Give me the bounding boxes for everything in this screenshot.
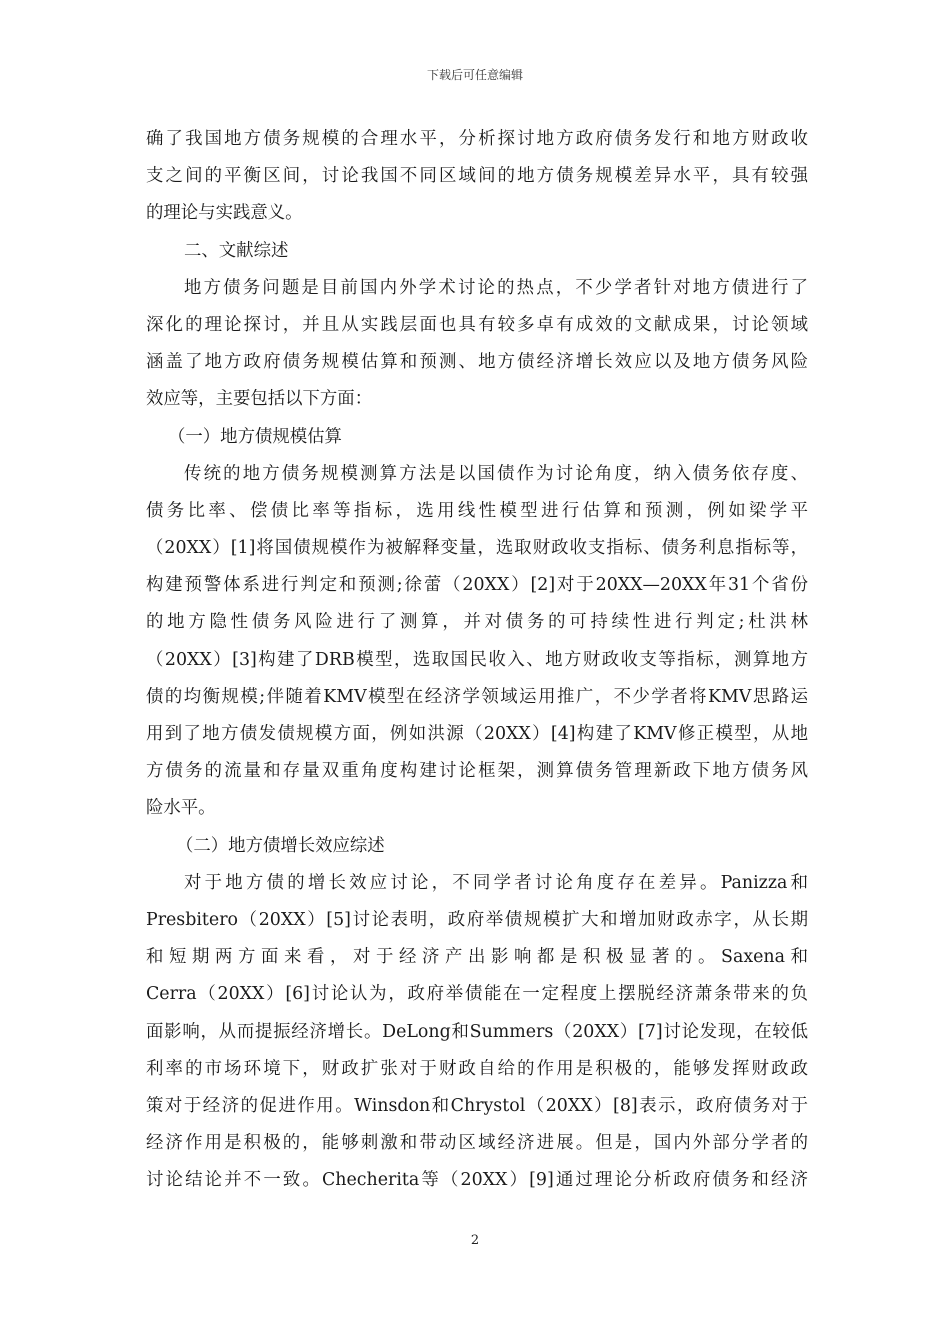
text-line: 涵盖了地方政府债务规模估算和预测、地方债经济增长效应以及地方债务风险 bbox=[146, 352, 808, 373]
text-line: 策对于经济的促进作用。Winsdon和Chrystol（20XX）[8]表示，政府债务对于 bbox=[146, 1095, 808, 1116]
text-line: 用到了地方债发债规模方面，例如洪源（20XX）[4]构建了KMV修正模型，从地 bbox=[146, 724, 808, 744]
page-number: 2 bbox=[470, 1233, 480, 1248]
text-line: 方债务的流量和存量双重角度构建讨论框架，测算债务管理新政下地方债务风 bbox=[146, 761, 808, 782]
text-line: Presbitero（20XX）[5]讨论表明，政府举债规模扩大和增加财政赤字，从长期 bbox=[146, 909, 808, 930]
text-line: 构建预警体系进行判定和预测;徐蕾（20XX）[2]对于20XX—20XX年31个省份 bbox=[146, 575, 808, 596]
text-line: 和短期两方面来看，对于经济产出影响都是积极显著的。Saxena和 bbox=[146, 947, 808, 968]
text-line: 讨论结论并不一致。Checherita等（20XX）[9]通过理论分析政府债务和经济 bbox=[146, 1170, 808, 1191]
text-line: 对于地方债的增长效应讨论，不同学者讨论角度存在差异。Panizza和 bbox=[184, 872, 808, 893]
text-line: （一）地方债规模估算 bbox=[168, 426, 342, 447]
text-line: 经济作用是积极的，能够刺激和带动区域经济进展。但是，国内外部分学者的 bbox=[146, 1133, 808, 1154]
text-line: 债的均衡规模;伴随着KMV模型在经济学领域运用推广，不少学者将KMV思路运 bbox=[146, 686, 808, 707]
text-line: 利率的市场环境下，财政扩张对于财政自给的作用是积极的，能够发挥财政政 bbox=[146, 1058, 808, 1079]
text-line: 确了我国地方债务规模的合理水平，分析探讨地方政府债务发行和地方财政收 bbox=[146, 129, 808, 149]
text-line: 面影响，从而提振经济增长。DeLong和Summers（20XX）[7]讨论发现，在较低 bbox=[146, 1021, 808, 1042]
text-line: （20XX）[1]将国债规模作为被解释变量，选取财政收支指标、债务利息指标等， bbox=[146, 538, 808, 559]
text-line: （二）地方债增长效应综述 bbox=[176, 835, 385, 856]
text-line: （20XX）[3]构建了DRB模型，选取国民收入、地方财政收支等指标，测算地方 bbox=[146, 649, 808, 670]
text-line: 支之间的平衡区间，讨论我国不同区域间的地方债务规模差异水平，具有较强 bbox=[146, 166, 808, 187]
text-line: 二、文献综述 bbox=[184, 240, 289, 261]
text-line: 的理论与实践意义。 bbox=[146, 203, 303, 224]
document-body bbox=[146, 121, 808, 1199]
text-line: Cerra（20XX）[6]讨论认为，政府举债能在一定程度上摆脱经济萧条带来的负 bbox=[146, 984, 808, 1005]
text-line: 传统的地方债务规模测算方法是以国债作为讨论角度，纳入债务依存度、 bbox=[184, 463, 808, 484]
text-line: 的地方隐性债务风险进行了测算，并对债务的可持续性进行判定;杜洪林 bbox=[146, 612, 808, 633]
text-line: 效应等，主要包括以下方面： bbox=[146, 389, 373, 410]
text-line: 债务比率、偿债比率等指标，选用线性模型进行估算和预测，例如梁学平 bbox=[146, 500, 808, 521]
text-line: 地方债务问题是目前国内外学术讨论的热点，不少学者针对地方债进行了 bbox=[184, 277, 808, 298]
text-line: 险水平。 bbox=[146, 798, 216, 819]
page-header: 下载后可任意编辑 bbox=[426, 68, 523, 82]
text-line: 深化的理论探讨，并且从实践层面也具有较多卓有成效的文献成果，讨论领域 bbox=[146, 314, 808, 335]
